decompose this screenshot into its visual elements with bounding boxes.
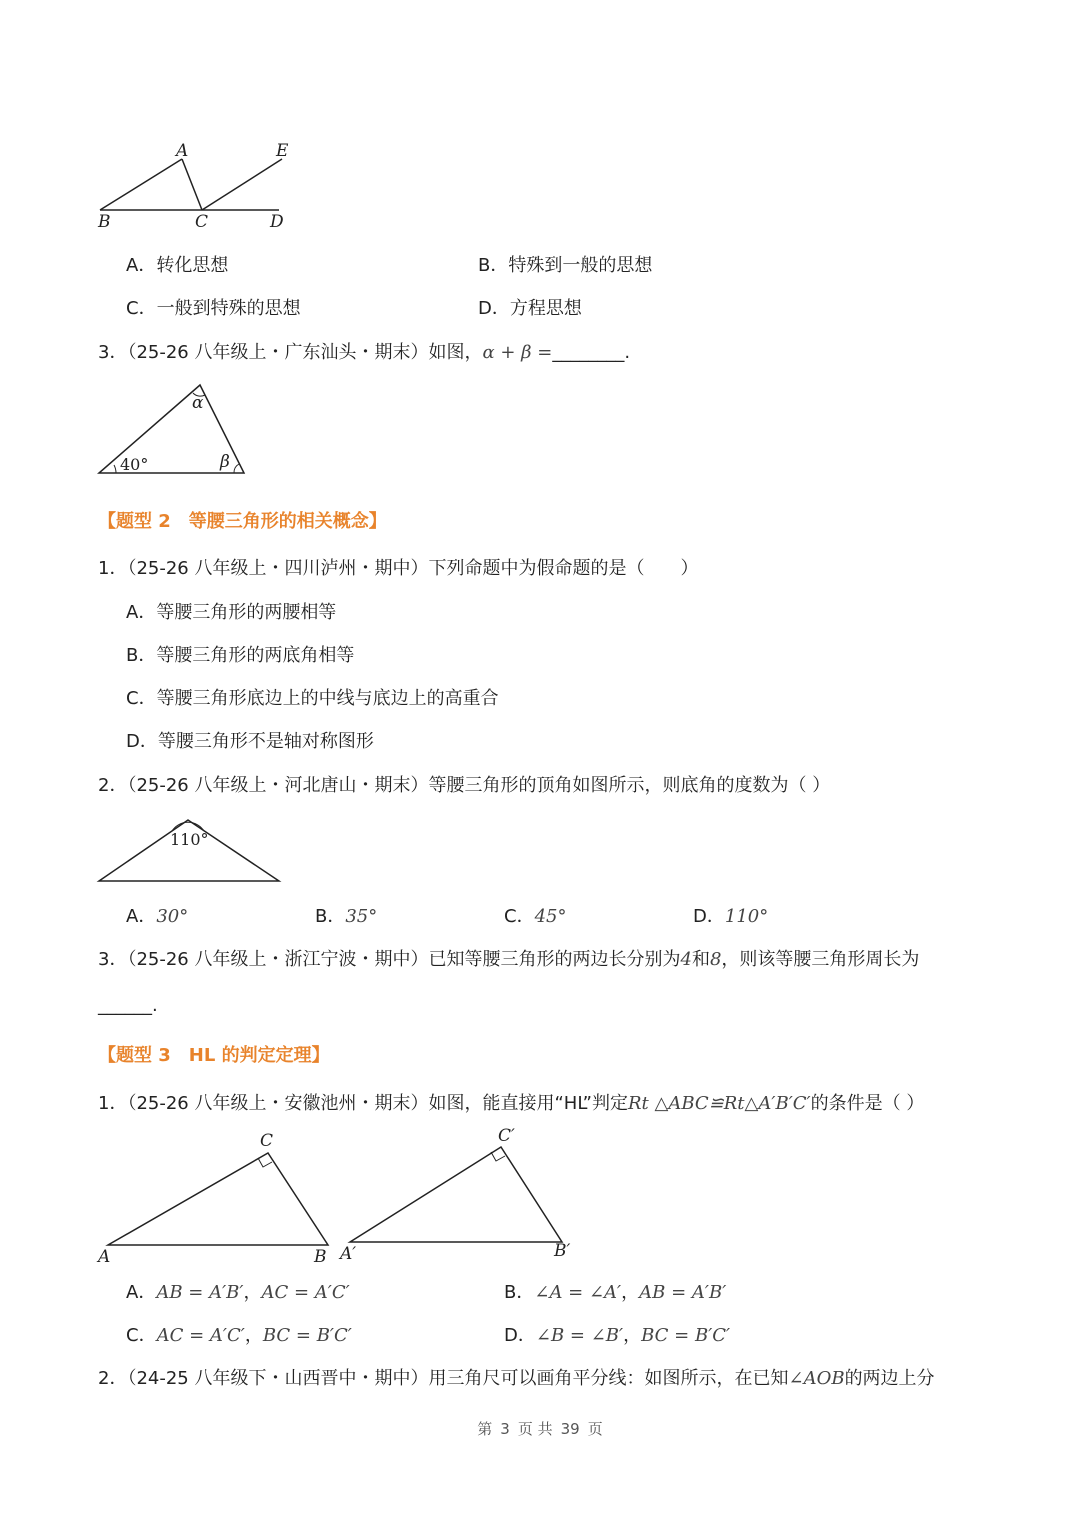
s2q2-option-b[interactable]: B．35° <box>315 906 378 927</box>
s3-question-2: 2．（24-25 八年级下・山西晋中・期中）用三角尺可以画角平分线：如图所示，在已知∠AOB的两边上分 <box>98 1368 935 1389</box>
figure-right-triangles <box>96 1125 586 1265</box>
answer-blank[interactable]: ______ <box>98 995 152 1016</box>
total-pages: 39 <box>560 1420 580 1438</box>
option-a[interactable]: A．转化思想 <box>126 255 229 276</box>
page-number: 3 <box>500 1420 510 1438</box>
label-e: E <box>276 141 289 161</box>
s2-question-3: 3．（25-26 八年级上・浙江宁波・期中）已知等腰三角形的两边长分别为4和8，则该等腰三角形周长为 <box>98 949 920 970</box>
s2q2-option-a[interactable]: A．30° <box>126 906 189 927</box>
s2-question-1: 1．（25-26 八年级上・四川泸州・期中）下列命题中为假命题的是（ ） <box>98 558 699 579</box>
s2q2-option-c[interactable]: C．45° <box>504 906 567 927</box>
s3q1-option-a[interactable]: A．AB = A′B′，AC = A′C′ <box>126 1282 350 1303</box>
s2q3-answer-line: ______. <box>98 995 158 1016</box>
question-prev-3: 3．（25-26 八年级上・广东汕头・期末）如图，α + β =________. <box>98 342 631 363</box>
s3-question-1: 1．（25-26 八年级上・安徽池州・期末）如图，能直接用“HL”判定Rt △ABC≌Rt△A′B′C′的条件是（ ） <box>98 1093 925 1114</box>
option-b[interactable]: B．特殊到一般的思想 <box>478 255 653 276</box>
option-d[interactable]: D．方程思想 <box>478 298 582 319</box>
angle-110: 110° <box>170 830 209 849</box>
s2q2-option-d[interactable]: D．110° <box>693 906 769 927</box>
figure-triangle-alpha-beta <box>96 380 256 480</box>
figure-triangle-abc-exterior <box>96 140 306 235</box>
angle-40: 40° <box>120 455 149 474</box>
angle-beta: β <box>220 452 230 472</box>
figure-isosceles-110 <box>96 815 286 885</box>
s3q1-option-c[interactable]: C．AC = A′C′，BC = B′C′ <box>126 1325 352 1346</box>
label-a: A <box>98 1247 111 1267</box>
section-heading-2: 【题型 2 等腰三角形的相关概念】 <box>98 511 387 532</box>
label-c: C <box>260 1131 274 1151</box>
s3q1-option-d[interactable]: D．∠B = ∠B′，BC = B′C′ <box>504 1325 731 1346</box>
label-a-prime: A′ <box>340 1244 357 1264</box>
label-c-prime: C′ <box>498 1126 515 1146</box>
label-a: A <box>176 141 189 161</box>
label-d: D <box>270 212 284 232</box>
page-footer: 第 3 页 共 39 页 <box>477 1420 603 1438</box>
label-b-prime: B′ <box>554 1241 571 1261</box>
label-b: B <box>314 1247 327 1267</box>
s2q1-option-c[interactable]: C．等腰三角形底边上的中线与底边上的高重合 <box>126 688 499 709</box>
angle-alpha: α <box>192 393 204 413</box>
s2q1-option-b[interactable]: B．等腰三角形的两底角相等 <box>126 645 355 666</box>
s2q1-option-a[interactable]: A．等腰三角形的两腰相等 <box>126 602 337 623</box>
option-c[interactable]: C．一般到特殊的思想 <box>126 298 301 319</box>
label-b: B <box>98 212 111 232</box>
s2q1-option-d[interactable]: D．等腰三角形不是轴对称图形 <box>126 731 374 752</box>
label-c: C <box>195 212 209 232</box>
s2-question-2: 2．（25-26 八年级上・河北唐山・期末）等腰三角形的顶角如图所示，则底角的度数为（ ） <box>98 775 831 796</box>
s3q1-option-b[interactable]: B．∠A = ∠A′，AB = A′B′ <box>504 1282 727 1303</box>
answer-blank[interactable]: ________ <box>552 342 625 363</box>
section-heading-3: 【题型 3 HL 的判定定理】 <box>98 1045 330 1066</box>
